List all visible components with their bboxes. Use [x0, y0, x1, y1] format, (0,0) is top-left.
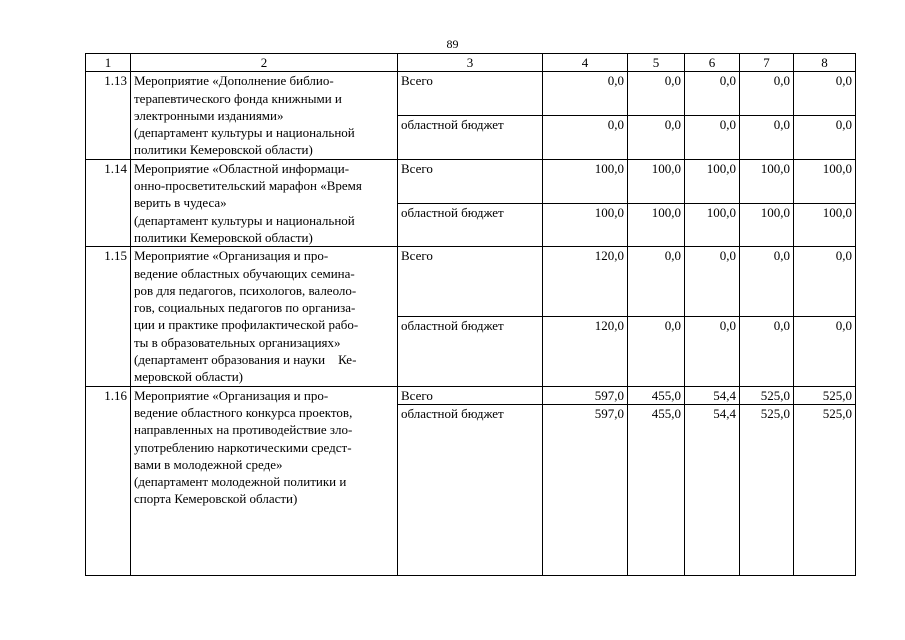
value-cell: 0,0 — [794, 316, 856, 386]
source-label: областной бюджет — [398, 203, 543, 247]
desc-line: гов, социальных педагогов по организа- — [134, 300, 356, 316]
desc-line: Мероприятие «Организация и про- — [134, 387, 329, 403]
desc-line: ведение областного конкурса проектов, — [134, 404, 353, 420]
value-cell: 0,0 — [794, 116, 856, 160]
value-cell: 100,0 — [740, 203, 794, 247]
value-cell: 597,0 — [543, 404, 628, 575]
value-cell: 525,0 — [740, 404, 794, 575]
source-label: Всего — [398, 159, 543, 203]
row-number: 1.14 — [86, 159, 131, 246]
value-cell: 100,0 — [685, 203, 740, 247]
desc-line: (департамент молодежной политики и — [134, 474, 347, 490]
desc-line: электронными изданиями» — [134, 107, 284, 123]
desc-line: Мероприятие «Дополнение библио- — [134, 73, 334, 89]
desc-line: вами в молодежной среде» — [134, 456, 283, 472]
table-row — [86, 159, 856, 203]
row-number: 1.16 — [86, 386, 131, 575]
desc-line: употреблению наркотическими средст- — [134, 439, 352, 455]
value-cell: 100,0 — [543, 159, 628, 203]
desc-line: Мероприятие «Областной информаци- — [134, 160, 350, 176]
value-cell: 0,0 — [740, 247, 794, 317]
source-label: областной бюджет — [398, 116, 543, 160]
row-number: 1.15 — [86, 247, 131, 386]
value-cell: 0,0 — [685, 247, 740, 317]
row-description — [131, 159, 398, 246]
header-cell: 7 — [740, 54, 794, 72]
value-cell: 54,4 — [685, 404, 740, 575]
value-cell: 100,0 — [628, 159, 685, 203]
source-label: Всего — [398, 386, 543, 404]
value-cell: 597,0 — [543, 386, 628, 404]
desc-line: ты в образовательных организациях» — [134, 334, 341, 350]
table-row — [86, 247, 856, 317]
source-label: областной бюджет — [398, 404, 543, 575]
desc-line: Мероприятие «Организация и про- — [134, 248, 329, 264]
value-cell: 100,0 — [543, 203, 628, 247]
value-cell: 0,0 — [740, 116, 794, 160]
value-cell: 54,4 — [685, 386, 740, 404]
desc-line: ров для педагогов, психологов, валеоло- — [134, 282, 357, 298]
value-cell: 0,0 — [740, 72, 794, 116]
table-row — [86, 386, 856, 404]
row-description — [131, 386, 398, 575]
row-description — [131, 247, 398, 386]
header-cell: 8 — [794, 54, 856, 72]
desc-line: онно-просветительский марафон «Время — [134, 178, 362, 194]
table-row — [86, 72, 856, 116]
desc-line: верить в чудеса» — [134, 195, 227, 211]
budget-table — [85, 53, 856, 576]
desc-line: политики Кемеровской области) — [134, 142, 313, 158]
value-cell: 0,0 — [628, 116, 685, 160]
desc-line: ции и практике профилактической рабо- — [134, 317, 359, 333]
desc-line: меровской области) — [134, 369, 243, 385]
header-cell: 3 — [398, 54, 543, 72]
value-cell: 100,0 — [794, 203, 856, 247]
source-label: Всего — [398, 247, 543, 317]
desc-line: ведение областных обучающих семина- — [134, 265, 355, 281]
value-cell: 0,0 — [685, 116, 740, 160]
value-cell: 100,0 — [628, 203, 685, 247]
value-cell: 0,0 — [628, 247, 685, 317]
value-cell: 0,0 — [740, 316, 794, 386]
value-cell: 525,0 — [794, 386, 856, 404]
value-cell: 0,0 — [685, 316, 740, 386]
value-cell: 525,0 — [794, 404, 856, 575]
row-description — [131, 72, 398, 159]
value-cell: 0,0 — [685, 72, 740, 116]
header-cell: 1 — [86, 54, 131, 72]
desc-line: (департамент культуры и национальной — [134, 125, 355, 141]
value-cell: 0,0 — [543, 116, 628, 160]
header-cell: 5 — [628, 54, 685, 72]
header-cell: 2 — [131, 54, 398, 72]
value-cell: 0,0 — [628, 316, 685, 386]
source-label: областной бюджет — [398, 316, 543, 386]
page-number: 89 — [446, 37, 459, 51]
value-cell: 0,0 — [543, 72, 628, 116]
desc-line: направленных на противодействие зло- — [134, 422, 353, 438]
desc-line: (департамент культуры и национальной — [134, 212, 355, 228]
value-cell: 0,0 — [628, 72, 685, 116]
value-cell: 455,0 — [628, 386, 685, 404]
value-cell: 0,0 — [794, 247, 856, 317]
value-cell: 120,0 — [543, 316, 628, 386]
header-row — [86, 54, 856, 72]
desc-line: политики Кемеровской области) — [134, 229, 313, 245]
header-cell: 4 — [543, 54, 628, 72]
header-cell: 6 — [685, 54, 740, 72]
value-cell: 120,0 — [543, 247, 628, 317]
row-number: 1.13 — [86, 72, 131, 159]
value-cell: 100,0 — [794, 159, 856, 203]
value-cell: 100,0 — [685, 159, 740, 203]
desc-line: (департамент образования и науки Ке- — [134, 352, 357, 368]
source-label: Всего — [398, 72, 543, 116]
value-cell: 0,0 — [794, 72, 856, 116]
desc-line: терапевтического фонда книжными и — [134, 90, 342, 106]
desc-line: спорта Кемеровской области) — [134, 491, 298, 507]
value-cell: 525,0 — [740, 386, 794, 404]
value-cell: 455,0 — [628, 404, 685, 575]
value-cell: 100,0 — [740, 159, 794, 203]
